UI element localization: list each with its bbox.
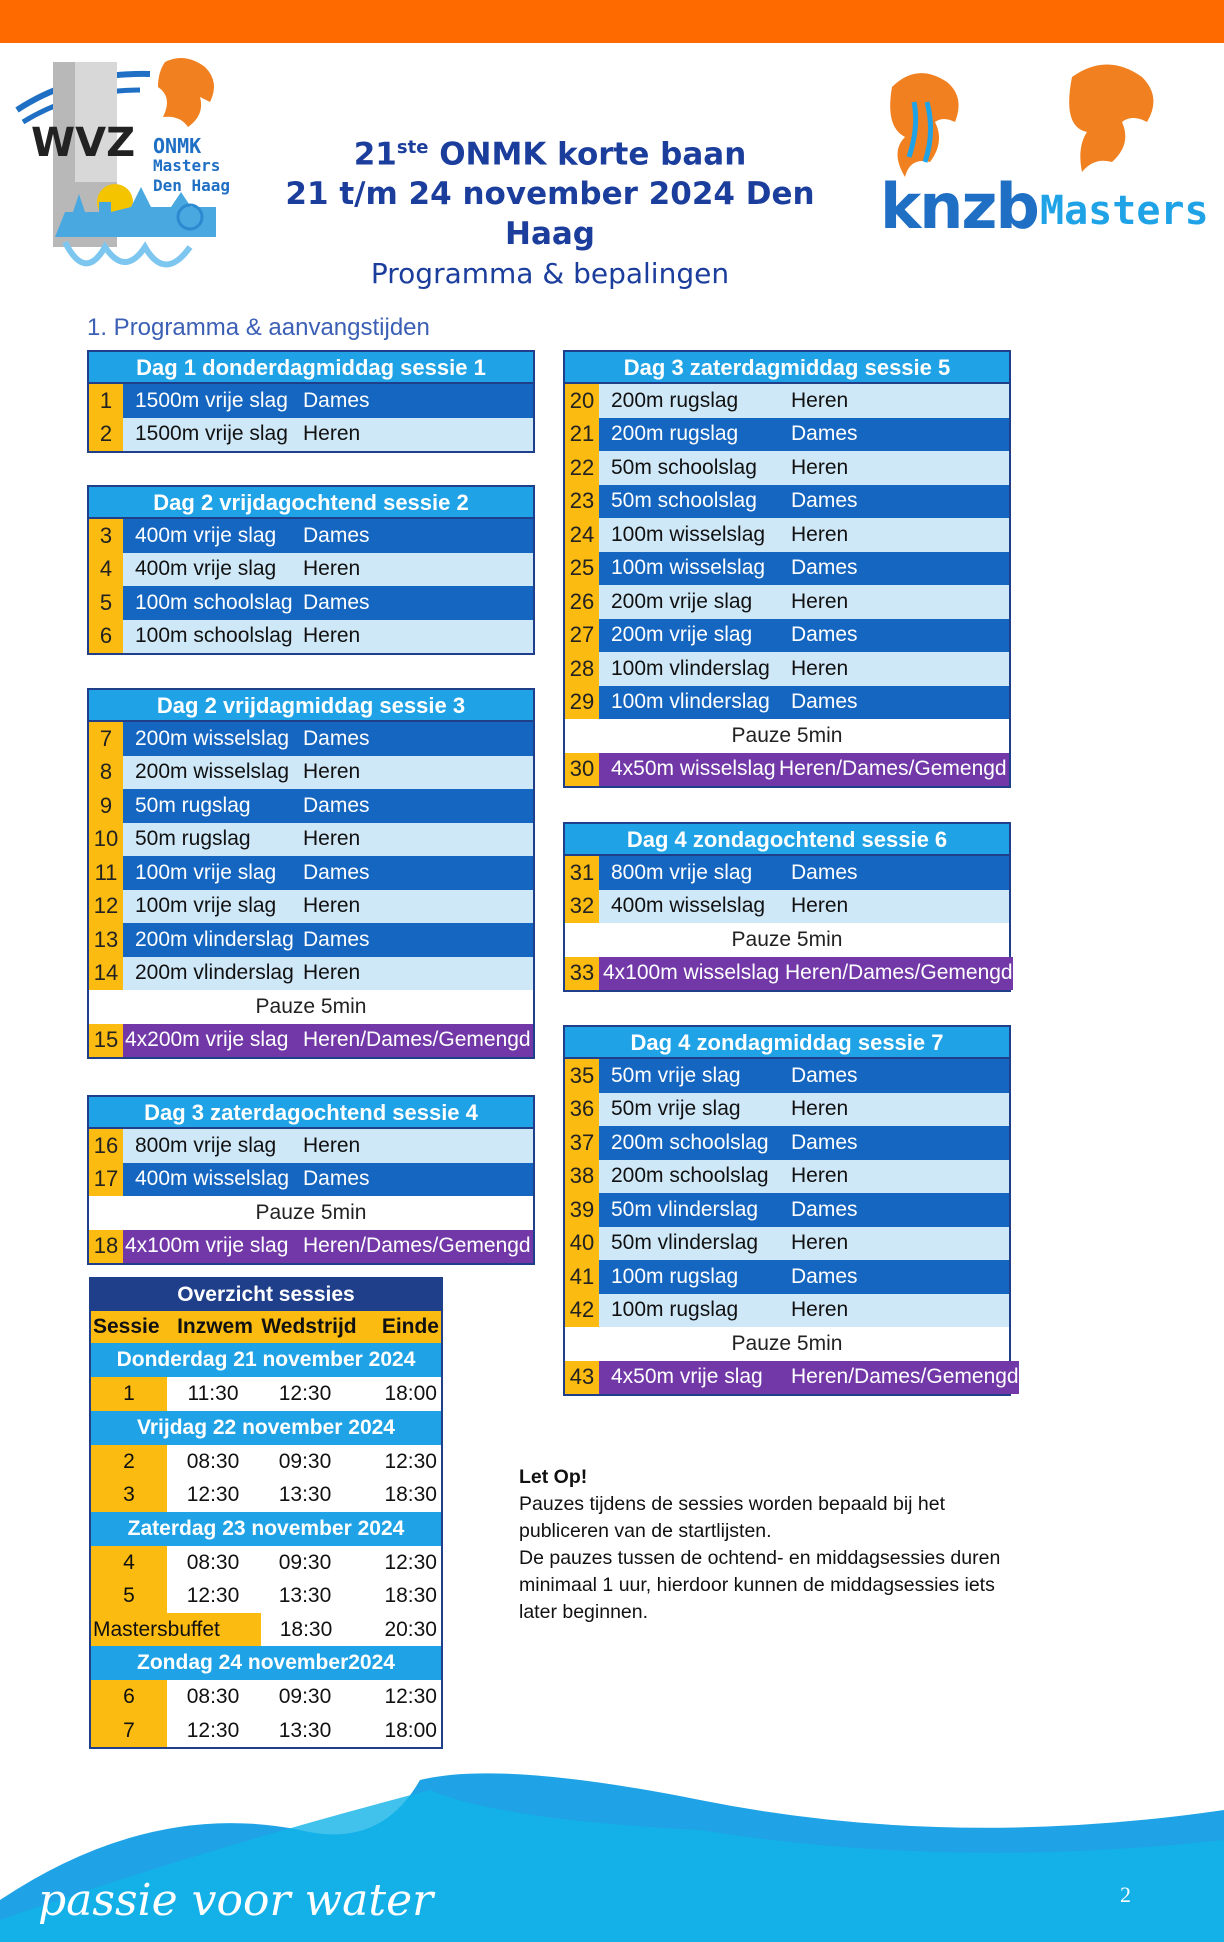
overview-einde: 18:00 <box>384 1718 437 1742</box>
event-row <box>565 686 1009 720</box>
session-title: Dag 3 zaterdagmiddag sessie 5 <box>565 352 1009 384</box>
event-name: 200m vrije slag <box>611 589 753 613</box>
overview-buffet-row <box>91 1613 441 1647</box>
event-gender: Heren <box>303 1133 361 1157</box>
event-gender: Dames <box>791 422 858 446</box>
event-name: 200m vlinderslag <box>135 927 294 951</box>
event-number: 13 <box>89 923 123 957</box>
header-title <box>240 128 860 294</box>
event-number: 24 <box>565 518 599 552</box>
event-name: 100m schoolslag <box>135 624 293 648</box>
event-gender: Dames <box>303 523 370 547</box>
knzb-text: knzb <box>880 170 1038 243</box>
title-sup: ste <box>396 137 429 158</box>
event-row <box>565 1160 1009 1194</box>
relay-row <box>565 957 1013 991</box>
pause-row: Pauze 5min <box>89 990 533 1024</box>
note-line: minimaal 1 uur, hierdoor kunnen de middagsessies iets <box>519 1574 995 1596</box>
event-gender: Heren/Dames/Gemengd <box>303 1028 531 1052</box>
event-row <box>89 586 533 620</box>
event-row <box>89 890 533 924</box>
event-number: 29 <box>565 686 599 720</box>
event-gender: Heren/Dames/Gemengd <box>785 961 1013 985</box>
event-number: 20 <box>565 384 599 418</box>
overview-day: Zondag 24 november2024 <box>91 1646 441 1680</box>
event-name: 100m wisselslag <box>611 522 766 546</box>
event-gender: Dames <box>303 726 370 750</box>
event-number: 28 <box>565 652 599 686</box>
overview-inzwem: 08:30 <box>186 1550 240 1574</box>
event-number: 38 <box>565 1160 599 1194</box>
event-row <box>565 1227 1009 1261</box>
note-line: Pauzes tijdens de sessies worden bepaald bij het <box>519 1493 946 1515</box>
session-title: Dag 2 vrijdagmiddag sessie 3 <box>89 690 533 722</box>
session-table-7 <box>563 1025 1019 1396</box>
event-row <box>565 451 1009 485</box>
den-haag-text: Den Haag <box>153 176 231 195</box>
masters-text-small: Masters <box>153 156 221 175</box>
title-rest: ONMK korte baan <box>428 136 747 173</box>
event-name: 50m vrije slag <box>611 1063 741 1087</box>
top-orange-bar <box>0 0 1224 43</box>
overview-column-headers <box>91 1311 441 1343</box>
event-gender: Dames <box>791 1264 858 1288</box>
event-number: 21 <box>565 418 599 452</box>
overview-einde: 12:30 <box>384 1449 437 1473</box>
event-gender: Heren <box>303 557 361 581</box>
knzb-masters-logo <box>872 62 1209 243</box>
event-name: 200m vrije slag <box>611 623 753 647</box>
pause-row: Pauze 5min <box>565 1327 1009 1361</box>
event-name: 4x200m vrije slag <box>125 1028 289 1052</box>
event-name: 100m vlinderslag <box>611 656 770 680</box>
event-number: 14 <box>89 957 123 991</box>
event-row <box>565 619 1009 653</box>
event-number: 9 <box>89 789 123 823</box>
event-number: 40 <box>565 1227 599 1261</box>
buffet-label: Mastersbuffet <box>91 1613 261 1647</box>
session-overview-table <box>89 1277 443 1749</box>
overview-wedstrijd: 12:30 <box>278 1382 332 1405</box>
session-title: Dag 4 zondagochtend sessie 6 <box>565 824 1009 856</box>
event-name: 400m wisselslag <box>135 1167 290 1191</box>
event-number: 30 <box>565 753 599 787</box>
event-row <box>565 384 1009 418</box>
event-gender: Heren <box>791 1298 849 1322</box>
event-name: 100m vrije slag <box>135 860 277 884</box>
event-row <box>565 652 1009 686</box>
event-number: 39 <box>565 1193 599 1227</box>
event-gender: Heren <box>791 388 849 412</box>
event-number: 33 <box>565 957 599 991</box>
pause-row: Pauze 5min <box>565 923 1009 957</box>
event-name: 200m rugslag <box>611 388 739 412</box>
event-row <box>89 789 533 823</box>
col-wedstrijd: Wedstrijd <box>261 1315 357 1338</box>
event-number: 11 <box>89 856 123 890</box>
section-heading: 1. Programma & aanvangstijden <box>87 314 430 341</box>
overview-wedstrijd: 13:30 <box>278 1718 332 1742</box>
event-gender: Heren <box>303 760 361 784</box>
event-row <box>89 1129 533 1163</box>
event-number: 31 <box>565 856 599 890</box>
buffet-end: 20:30 <box>384 1617 437 1641</box>
event-number: 32 <box>565 890 599 924</box>
overview-session: 1 <box>91 1377 167 1411</box>
note-heading: Let Op! <box>519 1466 588 1488</box>
event-name: 1500m vrije slag <box>135 422 288 446</box>
overview-inzwem: 08:30 <box>186 1685 240 1708</box>
event-gender: Dames <box>791 489 858 513</box>
event-row <box>565 1294 1009 1328</box>
event-number: 16 <box>89 1129 123 1163</box>
event-gender: Heren <box>791 455 849 479</box>
overview-row <box>91 1377 441 1411</box>
event-gender: Dames <box>791 860 858 884</box>
event-name: 200m schoolslag <box>611 1130 769 1154</box>
session-table-1 <box>87 350 535 453</box>
event-name: 200m vlinderslag <box>135 961 294 985</box>
event-gender: Dames <box>791 690 858 714</box>
title-subtitle: Programma & bepalingen <box>370 257 730 291</box>
footer-tagline: passie voor water <box>38 1875 434 1926</box>
session-table-2 <box>87 485 535 655</box>
event-gender: Dames <box>791 623 858 647</box>
event-gender: Dames <box>303 793 370 817</box>
event-gender: Heren <box>791 894 849 918</box>
event-row <box>89 923 533 957</box>
event-gender: Heren <box>303 827 361 851</box>
event-row <box>565 1059 1009 1093</box>
wvz-onmk-logo <box>15 52 245 292</box>
onmk-text: ONMK <box>153 134 202 158</box>
event-number: 7 <box>89 722 123 756</box>
event-number: 15 <box>89 1024 123 1058</box>
overview-day: Vrijdag 22 november 2024 <box>91 1411 441 1445</box>
event-name: 800m vrije slag <box>135 1133 277 1157</box>
overview-session: 2 <box>91 1445 167 1479</box>
event-number: 18 <box>89 1230 123 1264</box>
event-number: 3 <box>89 519 123 553</box>
overview-einde: 18:30 <box>384 1483 437 1506</box>
event-number: 22 <box>565 451 599 485</box>
overview-day: Donderdag 21 november 2024 <box>91 1343 441 1377</box>
event-row <box>565 856 1009 890</box>
event-number: 26 <box>565 585 599 619</box>
event-row <box>565 890 1009 924</box>
event-row <box>89 823 533 857</box>
event-name: 100m vrije slag <box>135 894 277 918</box>
event-name: 50m vrije slag <box>611 1097 741 1121</box>
event-gender: Heren <box>303 961 361 985</box>
event-row <box>565 1093 1009 1127</box>
overview-inzwem: 12:30 <box>186 1584 240 1607</box>
event-row <box>89 519 533 553</box>
title-number: 21 <box>353 136 397 173</box>
title-dates: 21 t/m 24 november 2024 Den Haag <box>285 176 815 253</box>
event-gender: Heren <box>791 656 849 680</box>
relay-row <box>89 1024 533 1058</box>
event-number: 25 <box>565 552 599 586</box>
event-name: 400m vrije slag <box>135 557 277 581</box>
event-name: 50m schoolslag <box>611 455 757 479</box>
event-row <box>565 1193 1009 1227</box>
event-name: 100m vlinderslag <box>611 690 770 714</box>
event-row <box>565 1260 1009 1294</box>
event-number: 27 <box>565 619 599 653</box>
overview-row <box>91 1680 441 1714</box>
event-name: 400m wisselslag <box>611 894 766 918</box>
overview-wedstrijd: 09:30 <box>278 1550 332 1574</box>
note-line: De pauzes tussen de ochtend- en middagsessies duren <box>519 1547 1001 1569</box>
page-number: 2 <box>1120 1882 1131 1907</box>
event-row <box>89 620 533 654</box>
session-title: Dag 1 donderdagmiddag sessie 1 <box>89 352 533 384</box>
event-row <box>89 957 533 991</box>
event-gender: Heren <box>791 522 849 546</box>
event-gender: Dames <box>303 590 370 614</box>
col-inzwem: Inzwem <box>177 1315 253 1338</box>
event-name: 4x50m vrije slag <box>611 1365 763 1389</box>
overview-session: 6 <box>91 1680 167 1714</box>
overview-row <box>91 1714 441 1748</box>
event-row <box>89 756 533 790</box>
event-name: 50m rugslag <box>135 827 251 851</box>
event-row <box>565 552 1009 586</box>
overview-wedstrijd: 09:30 <box>278 1449 332 1473</box>
event-name: 200m wisselslag <box>135 726 290 750</box>
overview-row <box>91 1579 441 1613</box>
overview-session: 5 <box>91 1579 167 1613</box>
event-number: 2 <box>89 418 123 452</box>
event-gender: Dames <box>303 927 370 951</box>
pause-row: Pauze 5min <box>89 1196 533 1230</box>
event-row <box>565 585 1009 619</box>
overview-inzwem: 11:30 <box>187 1382 239 1405</box>
overview-title: Overzicht sessies <box>91 1279 441 1311</box>
event-name: 800m vrije slag <box>611 860 753 884</box>
overview-session: 3 <box>91 1478 167 1512</box>
event-gender: Heren <box>791 1164 849 1188</box>
event-name: 200m wisselslag <box>135 760 290 784</box>
event-gender: Dames <box>791 556 858 580</box>
overview-session: 7 <box>91 1714 167 1748</box>
session-title: Dag 2 vrijdagochtend sessie 2 <box>89 487 533 519</box>
session-title: Dag 4 zondagmiddag sessie 7 <box>565 1027 1009 1059</box>
event-row <box>565 485 1009 519</box>
session-table-6 <box>563 822 1011 992</box>
event-name: 4x50m wisselslag <box>611 757 776 781</box>
event-number: 43 <box>565 1361 599 1395</box>
event-gender: Heren <box>791 1097 849 1121</box>
event-name: 100m wisselslag <box>611 556 766 580</box>
event-number: 12 <box>89 890 123 924</box>
event-number: 36 <box>565 1093 599 1127</box>
event-name: 100m schoolslag <box>135 590 293 614</box>
event-row <box>89 722 533 756</box>
event-gender: Dames <box>303 860 370 884</box>
event-name: 4x100m wisselslag <box>603 961 780 985</box>
event-name: 50m vlinderslag <box>611 1197 759 1221</box>
event-gender: Dames <box>791 1130 858 1154</box>
session-table-5 <box>563 350 1011 788</box>
overview-einde: 18:30 <box>384 1584 437 1607</box>
buffet-start: 18:30 <box>279 1617 333 1641</box>
session-table-4 <box>87 1095 535 1265</box>
event-gender: Heren <box>303 624 361 648</box>
event-name: 100m rugslag <box>611 1264 739 1288</box>
note-line: publiceren van de startlijsten. <box>519 1520 772 1542</box>
event-number: 17 <box>89 1163 123 1197</box>
overview-day: Zaterdag 23 november 2024 <box>91 1512 441 1546</box>
event-row <box>89 384 533 418</box>
event-number: 10 <box>89 823 123 857</box>
event-row <box>89 856 533 890</box>
event-gender: Heren <box>303 422 361 446</box>
overview-einde: 18:00 <box>384 1382 437 1405</box>
event-name: 200m schoolslag <box>611 1164 769 1188</box>
event-gender: Dames <box>303 388 370 412</box>
event-row <box>565 418 1009 452</box>
event-gender: Dames <box>791 1197 858 1221</box>
event-number: 37 <box>565 1126 599 1160</box>
relay-row <box>89 1230 533 1264</box>
event-name: 50m vlinderslag <box>611 1231 759 1255</box>
event-row <box>565 1126 1009 1160</box>
overview-wedstrijd: 13:30 <box>278 1483 332 1506</box>
masters-text: Masters <box>1040 188 1209 234</box>
event-number: 35 <box>565 1059 599 1093</box>
event-name: 100m rugslag <box>611 1298 739 1322</box>
event-number: 42 <box>565 1294 599 1328</box>
session-table-3 <box>87 688 535 1059</box>
session-title: Dag 3 zaterdagochtend sessie 4 <box>89 1097 533 1129</box>
event-row <box>565 518 1009 552</box>
event-row <box>89 1163 533 1197</box>
event-number: 4 <box>89 553 123 587</box>
overview-inzwem: 12:30 <box>186 1483 240 1506</box>
event-name: 50m rugslag <box>135 793 251 817</box>
note-line: later beginnen. <box>519 1601 649 1623</box>
event-number: 1 <box>89 384 123 418</box>
wvz-text: WVZ <box>31 120 136 166</box>
event-gender: Dames <box>303 1167 370 1191</box>
event-name: 1500m vrije slag <box>135 388 288 412</box>
event-gender: Dames <box>791 1063 858 1087</box>
event-row <box>89 418 533 452</box>
overview-wedstrijd: 09:30 <box>278 1685 332 1708</box>
event-gender: Heren/Dames/Gemengd <box>791 1365 1019 1389</box>
overview-row <box>91 1445 441 1479</box>
overview-row <box>91 1478 441 1512</box>
relay-row <box>565 753 1009 787</box>
overview-einde: 12:30 <box>384 1685 437 1708</box>
relay-row <box>565 1361 1019 1395</box>
event-name: 400m vrije slag <box>135 523 277 547</box>
event-number: 23 <box>565 485 599 519</box>
event-name: 50m schoolslag <box>611 489 757 513</box>
overview-inzwem: 08:30 <box>186 1449 240 1473</box>
event-number: 6 <box>89 620 123 654</box>
overview-einde: 12:30 <box>384 1550 437 1574</box>
event-name: 200m rugslag <box>611 422 739 446</box>
col-einde: Einde <box>381 1315 439 1338</box>
event-gender: Heren <box>791 589 849 613</box>
event-gender: Heren <box>791 1231 849 1255</box>
event-number: 41 <box>565 1260 599 1294</box>
event-name: 4x100m vrije slag <box>125 1234 289 1258</box>
event-number: 5 <box>89 586 123 620</box>
event-gender: Heren/Dames/Gemengd <box>303 1234 531 1258</box>
col-sessie: Sessie <box>93 1315 160 1338</box>
overview-row <box>91 1546 441 1580</box>
overview-session: 4 <box>91 1546 167 1580</box>
pause-row: Pauze 5min <box>565 719 1009 753</box>
event-row <box>89 553 533 587</box>
event-number: 8 <box>89 756 123 790</box>
overview-wedstrijd: 13:30 <box>278 1584 332 1607</box>
overview-inzwem: 12:30 <box>186 1718 240 1742</box>
event-gender: Heren <box>303 894 361 918</box>
event-gender: Heren/Dames/Gemengd <box>779 757 1007 781</box>
note-block <box>519 1464 1059 1626</box>
